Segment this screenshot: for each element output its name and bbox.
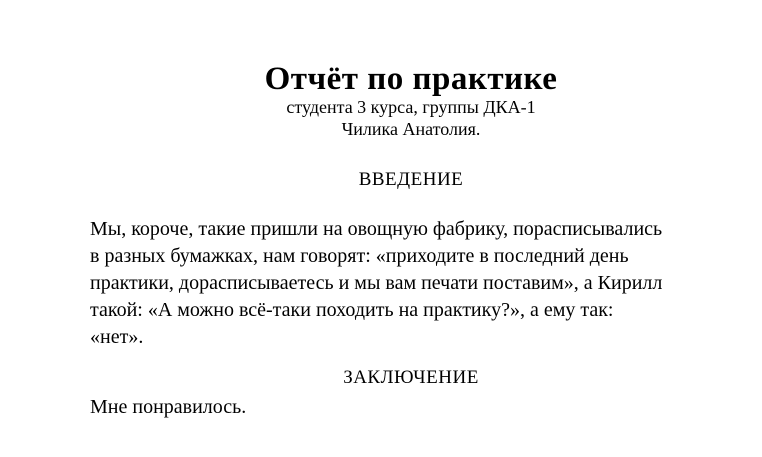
page-title: Отчёт по практике [264, 61, 558, 97]
paragraph-line: в разных бумажках, нам говорят: «приходите в последний день [90, 245, 629, 267]
paragraph-line: «нет». [90, 326, 144, 348]
paragraph-line: Мы, короче, такие пришли на овощную фабрику, порасписывались [90, 218, 663, 240]
paragraph-line: такой: «А можно всё-таки походить на практику?», а ему так: [90, 299, 614, 321]
section-heading-conclusion: ЗАКЛЮЧЕНИЕ [343, 367, 479, 388]
conclusion-paragraph: Мне понравилось. [90, 396, 247, 418]
subtitle-student-line: студента 3 курса, группы ДКА-1 [286, 97, 536, 117]
section-heading-introduction: ВВЕДЕНИЕ [358, 169, 464, 190]
paragraph-line: практики, дорасписываетесь и мы вам печати поставим», а Кирилл [90, 272, 663, 294]
introduction-paragraph [90, 216, 732, 351]
subtitle-author-line: Чилика Анатолия. [341, 119, 481, 139]
